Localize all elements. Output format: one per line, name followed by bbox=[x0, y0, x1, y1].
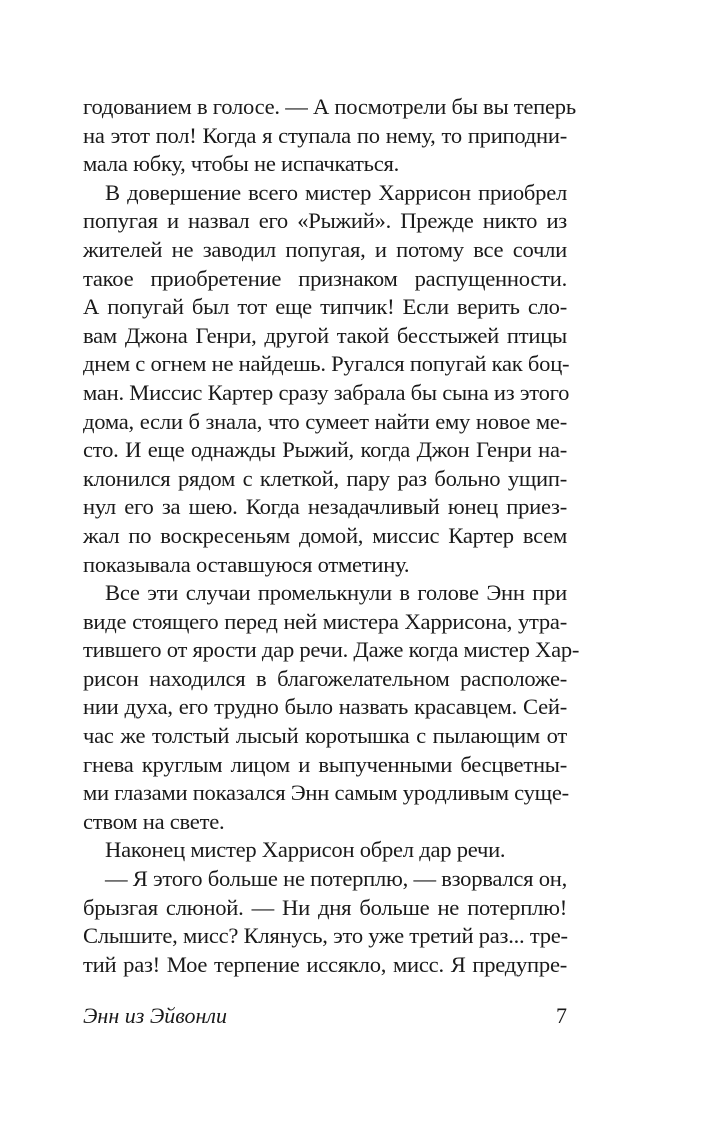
text-line: тившего от ярости дар речи. Даже когда мистер Хар- bbox=[83, 637, 580, 663]
text-line: нул его за шею. Когда незадачливый юнец приез- bbox=[83, 494, 567, 520]
text-line: В довершение всего мистер Харрисон приобрел bbox=[105, 179, 567, 205]
text-line: мала юбку, чтобы не испачкаться. bbox=[83, 151, 400, 177]
body-text bbox=[83, 93, 580, 979]
text-line: ми глазами показался Энн самым уродливым суще- bbox=[83, 780, 569, 806]
text-line: клонился рядом с клеткой, пару раз больно ущип- bbox=[83, 465, 567, 491]
text-line: на этот пол! Когда я ступала по нему, то приподни- bbox=[83, 122, 567, 148]
text-line: жителей не заводил попугая, и потому все сочли bbox=[83, 236, 567, 262]
text-line: нии духа, его трудно было назвать красавцем. Сей- bbox=[83, 694, 567, 720]
text-line: час же толстый лысый коротышка с пылающим от bbox=[83, 723, 567, 749]
text-line: ством на свете. bbox=[83, 808, 225, 834]
text-line: днем с огнем не найдешь. Ругался попугай как боц- bbox=[83, 351, 570, 377]
text-line: тий раз! Мое терпение иссякло, мисс. Я предупре- bbox=[83, 951, 567, 977]
page-number: 7 bbox=[556, 1003, 567, 1028]
text-line: показывала оставшуюся отметину. bbox=[83, 551, 410, 577]
text-line: сто. И еще однажды Рыжий, когда Джон Генри на- bbox=[83, 437, 567, 463]
text-line: годованием в голосе. — А посмотрели бы вы теперь bbox=[83, 94, 576, 119]
text-line: — Я этого больше не потерплю, — взорвался он, bbox=[105, 866, 567, 892]
page-footer bbox=[83, 1003, 567, 1029]
text-line: жал по воскресеньям домой, миссис Картер всем bbox=[83, 522, 567, 548]
text-line: гнева круглым лицом и выпученными бесцветны- bbox=[83, 751, 567, 777]
text-line: Слышите, мисс? Клянусь, это уже третий раз... тре- bbox=[83, 923, 568, 949]
text-line: вам Джона Генри, другой такой бесстыжей птицы bbox=[83, 322, 567, 348]
text-line: дома, если б знала, что сумеет найти ему новое ме- bbox=[83, 408, 567, 434]
text-line: ман. Миссис Картер сразу забрала бы сына из этого bbox=[83, 379, 570, 405]
text-line: А попугай был тот еще типчик! Если верить сло- bbox=[83, 294, 567, 320]
text-line: такое приобретение признаком распущенности. bbox=[83, 265, 567, 291]
text-line: виде стоящего перед ней мистера Харрисона, утра- bbox=[83, 608, 567, 634]
text-line: попугая и назвал его «Рыжий». Прежде никто из bbox=[83, 208, 567, 234]
text-line: Все эти случаи промелькнули в голове Энн при bbox=[105, 580, 567, 606]
text-line: брызгая слюной. — Ни дня больше не потерплю! bbox=[83, 894, 567, 920]
text-line: Наконец мистер Харрисон обрел дар речи. bbox=[105, 837, 506, 863]
running-title: Энн из Эйвонли bbox=[83, 1003, 227, 1028]
text-line: рисон находился в благожелательном расположе- bbox=[83, 665, 567, 691]
